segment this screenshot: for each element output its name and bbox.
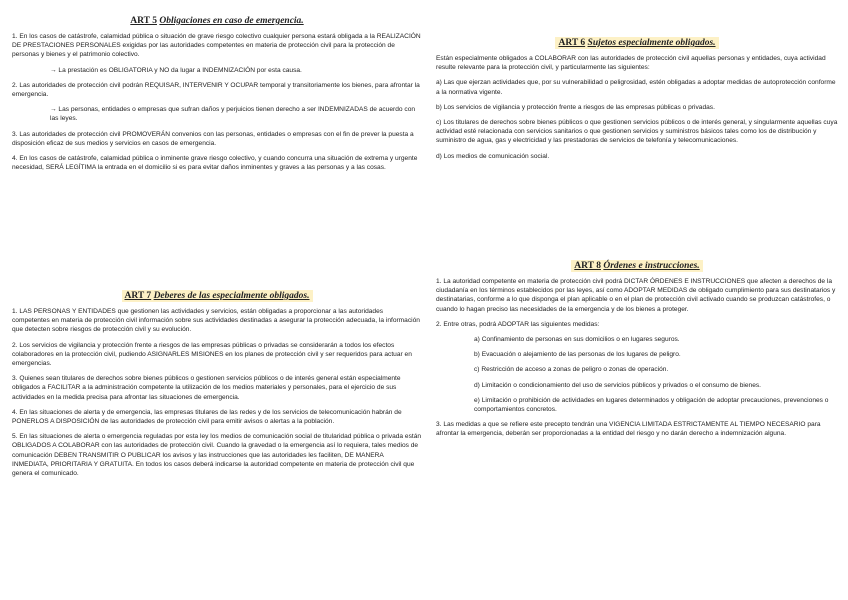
article-5 bbox=[12, 15, 422, 178]
art7-paragraph-3: 3. Quienes sean titulares de derechos sobre bienes públicos o gestionen servicios públicos o de interés general están especialmente obligados a FACILITAR a la administración competente la utilización de los medios materiales y personales, para el ejercicio de sus actividades en la medida precisa para afrontar las situaciones de emergencia. bbox=[12, 375, 401, 401]
article-8-number: ART 8 bbox=[574, 261, 601, 271]
art8-paragraph-3: 3. Las medidas a que se refiere este precepto tendrán una VIGENCIA LIMITADA ESTRICTAMENTE AL TIEMPO NECESARIO para afrontar la emergencia, deberán ser proporcionadas a la entidad del riesgo y no darán derecho a indemnización alguna. bbox=[436, 421, 821, 438]
art6-intro: Están especialmente obligados a COLABORAR con las autoridades de protección civil aquellas personas y entidades, cuya actividad resulte relevante para la protección civil, y particularmente las siguientes: bbox=[436, 55, 826, 72]
art6-item-a: a) Las que ejerzan actividades que, por su vulnerabilidad o peligrosidad, estén obligadas a adoptar medidas de autoprotección conforme a la normativa vigente. bbox=[436, 79, 836, 96]
article-6-highlight bbox=[555, 37, 718, 49]
article-7-number: ART 7 bbox=[124, 291, 152, 301]
art8-paragraph-2: 2. Entre otras, podrá ADOPTAR las siguientes medidas: bbox=[436, 320, 600, 328]
art8-paragraph-1: 1. La autoridad competente en materia de protección civil podrá DICTAR ÓRDENES E INSTRUCCIONES que afecten a derechos de la ciudadanía en los términos establecidos por las leyes, así como ADOPTAR MEDIDAS de obligado cumplimiento para sus destinatarios y destinatarias, conforme a lo que disponga el plan aplicable o en el plan de protección civil activado cuando se produzcan catástrofes, o cuando lo hagan preciso las necesidades de la emergencia y de los bienes a proteger. bbox=[436, 278, 836, 313]
article-6-number: ART 6 bbox=[558, 38, 586, 48]
article-8 bbox=[436, 260, 838, 445]
article-6 bbox=[436, 37, 838, 167]
art5-note-1: → La prestación es OBLIGATORIA y NO da lugar a INDEMNIZACIÓN por esta causa. bbox=[50, 66, 302, 74]
art8-measure-e: e) Limitación o prohibición de actividades en lugares determinados y obligación de adoptar precauciones, prevenciones o comportamientos concretos. bbox=[474, 396, 829, 414]
article-7-highlight bbox=[122, 290, 313, 302]
article-7 bbox=[12, 290, 422, 484]
art6-item-c: c) Los titulares de derechos sobre bienes públicos o que gestionen servicios públicos o de interés general, y singularmente aquellas cuya actividad esté relacionada con servicios sanitarios o que gestionen servicios y suministros básicos tales como los de distribución y suministro de agua, gas y electricidad y las prestadoras de servicios de telefonía y telecomunicaciones. bbox=[436, 119, 838, 145]
article-7-title bbox=[12, 290, 422, 302]
art8-measure-c: c) Restricción de acceso a zonas de peligro o zonas de operación. bbox=[474, 366, 669, 374]
art7-paragraph-2: 2. Los servicios de vigilancia y protección frente a riesgos de las empresas públicas o privadas se considerarán a todos los efectos colaboradores en la protección civil, pudiendo ASIGNARLES MISIONES en los planes de protección civil y ser requeridos para actuar en emergencias. bbox=[12, 341, 412, 368]
art7-paragraph-1: 1. LAS PERSONAS Y ENTIDADES que gestionen las actividades y servicios, están obligadas a proporcionar a las autoridades competentes en materia de protección civil información sobre sus actividades destinadas a asegurar la protección adecuada, la información que detecten sobre riesgos de protección civil y su evolución. bbox=[12, 308, 420, 334]
article-5-title bbox=[12, 15, 422, 27]
article-8-highlight bbox=[571, 260, 702, 272]
art5-paragraph-4: 4. En los casos de catástrofe, calamidad pública o inminente grave riesgo colectivo, y cuando concurra una situación de extrema y urgente necesidad, SERÁ LEGÍTIMA la entrada en el domicilio si es para evitar daños inminentes y graves a las personas y a las cosas. bbox=[12, 155, 418, 172]
article-6-title bbox=[436, 37, 838, 49]
art7-paragraph-5: 5. En las situaciones de alerta o emergencia reguladas por esta ley los medios de comunicación social de titularidad pública o privada están OBLIGADOS A COLABORAR con las autoridades de protección civil. Cuando la gravedad o la emergencia así lo requiera, tales medios de comunicación DEBEN TRANSMITIR O PUBLICAR los avisos y las instrucciones que las autoridades les faciliten, DE MANERA INMEDIATA, PRIORITARIA Y GRATUITA. En todos los casos deberá indicarse la autoridad competente en materia de protección civil que genera el comunicado. bbox=[12, 433, 422, 478]
art8-measure-a: a) Confinamiento de personas en sus domicilios o en lugares seguros. bbox=[474, 336, 680, 344]
article-5-number: ART 5 bbox=[130, 16, 157, 26]
article-8-subtitle: Órdenes e instrucciones. bbox=[603, 261, 700, 271]
art5-note-2: → Las personas, entidades o empresas que sufran daños y perjuicios tienen derecho a ser INDEMNIZADAS de acuerdo con las leyes. bbox=[50, 106, 416, 123]
article-6-subtitle: Sujetos especialmente obligados. bbox=[587, 38, 716, 48]
art5-paragraph-2: 2. Las autoridades de protección civil podrán REQUISAR, INTERVENIR Y OCUPAR temporal y transitoriamente los bienes, para afrontar la emergencia. bbox=[12, 81, 420, 99]
art8-measure-b: b) Evacuación o alejamiento de las personas de los lugares de peligro. bbox=[474, 351, 681, 359]
art8-measure-d: d) Limitación o condicionamiento del uso de servicios públicos y privados o el consumo de bienes. bbox=[474, 381, 761, 389]
art6-item-d: d) Los medios de comunicación social. bbox=[436, 152, 550, 160]
art6-item-b: b) Los servicios de vigilancia y protección frente a riesgos de las empresas públicas o privadas. bbox=[436, 103, 715, 111]
art5-paragraph-3: 3. Las autoridades de protección civil PROMOVERÁN convenios con las personas, entidades o empresas con el fin de prever la puesta a disposición eficaz de sus medios y servicios en casos de emergencia. bbox=[12, 130, 414, 147]
article-5-subtitle: Obligaciones en caso de emergencia. bbox=[159, 16, 304, 26]
article-7-subtitle: Deberes de las especialmente obligados. bbox=[153, 291, 310, 301]
art7-paragraph-4: 4. En las situaciones de alerta y de emergencia, las empresas titulares de las redes y de los servicios de telecomunicación habrán de PONERLOS A DISPOSICIÓN de las autoridades de protección civil para emitir avisos o alertas a la población. bbox=[12, 408, 402, 426]
article-8-title bbox=[436, 260, 838, 272]
art5-paragraph-1: 1. En los casos de catástrofe, calamidad pública o situación de grave riesgo colectivo cualquier persona estará obligada a la REALIZACIÓN DE PRESTACIONES PERSONALES exigidas por las autoridades competentes en materia de protección civil para la protección de personas y bienes y el patrimonio colectivo. bbox=[12, 33, 421, 59]
